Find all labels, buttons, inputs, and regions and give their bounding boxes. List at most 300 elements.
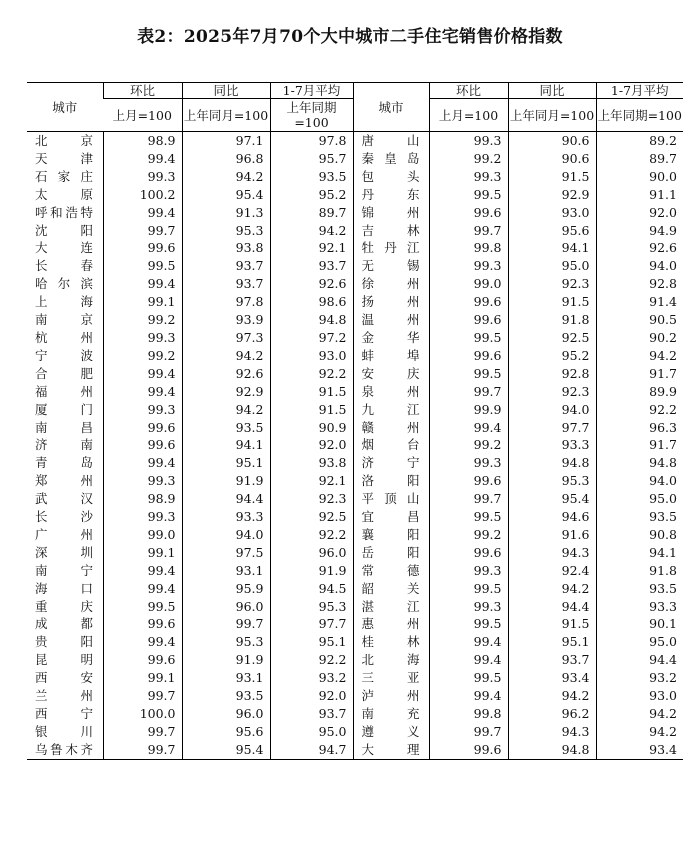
- city-name: 西安: [35, 670, 93, 686]
- price-index-table: [27, 82, 683, 760]
- right-avg-cell: 91.7: [596, 365, 683, 383]
- right-city-cell: [353, 651, 429, 669]
- right-city-cell: [353, 669, 429, 687]
- table-row: [27, 598, 683, 616]
- header-mom-base: 上月=100: [103, 99, 182, 132]
- right-mom-cell: 99.6: [429, 544, 508, 562]
- right-yoy-cell: 93.4: [508, 669, 596, 687]
- left-yoy-cell: 91.3: [182, 204, 270, 222]
- left-avg-cell: 94.8: [270, 311, 353, 329]
- table-row: [27, 687, 683, 705]
- table-row: [27, 508, 683, 526]
- right-mom-cell: 99.5: [429, 329, 508, 347]
- city-name: 遵义: [361, 723, 420, 739]
- right-avg-cell: 93.4: [596, 741, 683, 759]
- right-avg-cell: 91.7: [596, 436, 683, 454]
- table-row: [27, 239, 683, 257]
- right-yoy-cell: 94.2: [508, 580, 596, 598]
- city-name: 乌鲁木齐: [35, 741, 93, 757]
- left-city-cell: [27, 687, 103, 705]
- left-yoy-cell: 97.8: [182, 293, 270, 311]
- left-yoy-cell: 92.6: [182, 365, 270, 383]
- city-name: 扬州: [361, 294, 420, 310]
- right-avg-cell: 89.7: [596, 150, 683, 168]
- right-avg-cell: 93.5: [596, 508, 683, 526]
- city-name: 赣州: [361, 419, 420, 435]
- left-mom-cell: 99.3: [103, 472, 182, 490]
- right-avg-cell: 93.5: [596, 580, 683, 598]
- table-title: 表2：2025年7月70个大中城市二手住宅销售价格指数: [137, 27, 563, 47]
- right-city-cell: [353, 275, 429, 293]
- city-name: 三亚: [361, 670, 420, 686]
- city-name: 武汉: [35, 491, 93, 507]
- city-name: 大理: [361, 741, 420, 757]
- city-name: 重庆: [35, 598, 93, 614]
- right-avg-cell: 92.0: [596, 204, 683, 222]
- left-yoy-cell: 99.7: [182, 615, 270, 633]
- left-avg-cell: 92.5: [270, 508, 353, 526]
- left-city-cell: [27, 311, 103, 329]
- left-city-cell: [27, 275, 103, 293]
- left-avg-cell: 91.5: [270, 383, 353, 401]
- right-avg-cell: 95.0: [596, 490, 683, 508]
- right-mom-cell: 99.4: [429, 687, 508, 705]
- left-yoy-cell: 95.6: [182, 723, 270, 741]
- left-avg-cell: 93.7: [270, 257, 353, 275]
- city-name: 上海: [35, 294, 93, 310]
- left-mom-cell: 99.4: [103, 633, 182, 651]
- city-name: 泸州: [361, 688, 420, 704]
- right-mom-cell: 99.2: [429, 436, 508, 454]
- left-avg-cell: 93.0: [270, 347, 353, 365]
- city-name: 温州: [361, 312, 420, 328]
- right-city-cell: [353, 454, 429, 472]
- left-mom-cell: 99.6: [103, 419, 182, 437]
- header-avg-right: 1-7月平均: [596, 83, 683, 99]
- left-mom-cell: 99.4: [103, 275, 182, 293]
- city-name: 济宁: [361, 455, 420, 471]
- right-avg-cell: 89.9: [596, 383, 683, 401]
- left-mom-cell: 99.3: [103, 329, 182, 347]
- right-yoy-cell: 92.5: [508, 329, 596, 347]
- right-avg-cell: 94.0: [596, 257, 683, 275]
- city-name: 福州: [35, 383, 93, 399]
- right-mom-cell: 99.3: [429, 168, 508, 186]
- right-city-cell: [353, 562, 429, 580]
- city-name: 安庆: [361, 365, 420, 381]
- right-yoy-cell: 95.6: [508, 222, 596, 240]
- city-name: 锦州: [361, 204, 420, 220]
- left-yoy-cell: 96.0: [182, 598, 270, 616]
- city-name: 无锡: [361, 258, 420, 274]
- right-mom-cell: 99.6: [429, 347, 508, 365]
- left-city-cell: [27, 741, 103, 759]
- right-mom-cell: 99.0: [429, 275, 508, 293]
- left-mom-cell: 99.0: [103, 526, 182, 544]
- city-name: 南昌: [35, 419, 93, 435]
- city-name: 厦门: [35, 401, 93, 417]
- left-yoy-cell: 93.9: [182, 311, 270, 329]
- right-mom-cell: 99.6: [429, 293, 508, 311]
- left-mom-cell: 99.4: [103, 580, 182, 598]
- city-name: 南宁: [35, 562, 93, 578]
- right-city-cell: [353, 239, 429, 257]
- left-mom-cell: 99.4: [103, 454, 182, 472]
- right-yoy-cell: 92.4: [508, 562, 596, 580]
- left-mom-cell: 99.7: [103, 222, 182, 240]
- left-avg-cell: 91.9: [270, 562, 353, 580]
- right-yoy-cell: 91.5: [508, 168, 596, 186]
- right-city-cell: [353, 222, 429, 240]
- city-name: 哈尔滨: [35, 276, 93, 292]
- right-yoy-cell: 94.2: [508, 687, 596, 705]
- right-yoy-cell: 95.3: [508, 472, 596, 490]
- left-mom-cell: 99.7: [103, 723, 182, 741]
- city-name: 宁波: [35, 347, 93, 363]
- right-mom-cell: 99.5: [429, 186, 508, 204]
- right-city-cell: [353, 383, 429, 401]
- right-avg-cell: 90.8: [596, 526, 683, 544]
- city-name: 惠州: [361, 616, 420, 632]
- right-mom-cell: 99.4: [429, 633, 508, 651]
- right-city-cell: [353, 723, 429, 741]
- city-name: 金华: [361, 329, 420, 345]
- left-yoy-cell: 94.2: [182, 401, 270, 419]
- left-yoy-cell: 91.9: [182, 651, 270, 669]
- left-mom-cell: 100.0: [103, 705, 182, 723]
- table-row: [27, 257, 683, 275]
- city-name: 太原: [35, 186, 93, 202]
- left-avg-cell: 92.2: [270, 526, 353, 544]
- right-mom-cell: 99.7: [429, 723, 508, 741]
- left-city-cell: [27, 204, 103, 222]
- table-row: [27, 454, 683, 472]
- table-row: [27, 490, 683, 508]
- left-mom-cell: 99.3: [103, 401, 182, 419]
- left-mom-cell: 99.1: [103, 293, 182, 311]
- right-avg-cell: 92.6: [596, 239, 683, 257]
- left-yoy-cell: 93.7: [182, 275, 270, 293]
- header-avg-base-right: 上年同期=100: [596, 99, 683, 132]
- left-yoy-cell: 94.2: [182, 168, 270, 186]
- right-mom-cell: 99.2: [429, 150, 508, 168]
- right-yoy-cell: 95.1: [508, 633, 596, 651]
- city-name: 襄阳: [361, 526, 420, 542]
- left-avg-cell: 96.0: [270, 544, 353, 562]
- city-name: 南京: [35, 312, 93, 328]
- right-avg-cell: 92.2: [596, 401, 683, 419]
- left-mom-cell: 99.6: [103, 239, 182, 257]
- city-name: 成都: [35, 616, 93, 632]
- right-mom-cell: 99.4: [429, 419, 508, 437]
- right-mom-cell: 99.5: [429, 580, 508, 598]
- left-mom-cell: 99.2: [103, 311, 182, 329]
- right-avg-cell: 90.2: [596, 329, 683, 347]
- header-yoy-right: 同比: [508, 83, 596, 99]
- city-name: 九江: [361, 401, 420, 417]
- right-mom-cell: 99.7: [429, 490, 508, 508]
- right-yoy-cell: 95.4: [508, 490, 596, 508]
- right-avg-cell: 89.2: [596, 132, 683, 150]
- right-city-cell: [353, 436, 429, 454]
- right-yoy-cell: 90.6: [508, 132, 596, 150]
- left-mom-cell: 99.6: [103, 651, 182, 669]
- right-city-cell: [353, 633, 429, 651]
- right-avg-cell: 94.2: [596, 723, 683, 741]
- left-avg-cell: 92.1: [270, 472, 353, 490]
- right-yoy-cell: 93.3: [508, 436, 596, 454]
- right-yoy-cell: 94.8: [508, 741, 596, 759]
- left-avg-cell: 97.2: [270, 329, 353, 347]
- left-yoy-cell: 97.3: [182, 329, 270, 347]
- left-city-cell: [27, 705, 103, 723]
- left-mom-cell: 100.2: [103, 186, 182, 204]
- city-name: 海口: [35, 580, 93, 596]
- left-yoy-cell: 93.3: [182, 508, 270, 526]
- left-avg-cell: 93.7: [270, 705, 353, 723]
- right-yoy-cell: 94.1: [508, 239, 596, 257]
- left-avg-cell: 98.6: [270, 293, 353, 311]
- right-city-cell: [353, 132, 429, 150]
- city-name: 天津: [35, 150, 93, 166]
- left-mom-cell: 99.4: [103, 204, 182, 222]
- left-yoy-cell: 94.1: [182, 436, 270, 454]
- table-row: [27, 275, 683, 293]
- left-mom-cell: 99.1: [103, 669, 182, 687]
- right-city-cell: [353, 401, 429, 419]
- city-name: 银川: [35, 723, 93, 739]
- left-city-cell: [27, 580, 103, 598]
- right-avg-cell: 95.0: [596, 633, 683, 651]
- right-mom-cell: 99.3: [429, 454, 508, 472]
- table-row: [27, 580, 683, 598]
- right-yoy-cell: 93.7: [508, 651, 596, 669]
- table-row: [27, 723, 683, 741]
- left-mom-cell: 99.7: [103, 741, 182, 759]
- left-yoy-cell: 93.8: [182, 239, 270, 257]
- right-avg-cell: 92.8: [596, 275, 683, 293]
- left-avg-cell: 91.5: [270, 401, 353, 419]
- right-yoy-cell: 92.8: [508, 365, 596, 383]
- left-yoy-cell: 93.5: [182, 687, 270, 705]
- left-mom-cell: 99.7: [103, 687, 182, 705]
- table-row: [27, 633, 683, 651]
- left-avg-cell: 94.2: [270, 222, 353, 240]
- right-mom-cell: 99.7: [429, 222, 508, 240]
- left-mom-cell: 99.4: [103, 365, 182, 383]
- right-avg-cell: 94.8: [596, 454, 683, 472]
- city-name: 桂林: [361, 634, 420, 650]
- right-mom-cell: 99.5: [429, 508, 508, 526]
- city-name: 烟台: [361, 437, 420, 453]
- left-mom-cell: 99.6: [103, 615, 182, 633]
- right-avg-cell: 94.9: [596, 222, 683, 240]
- right-mom-cell: 99.3: [429, 598, 508, 616]
- city-name: 秦皇岛: [361, 150, 420, 166]
- city-name: 常德: [361, 562, 420, 578]
- left-city-cell: [27, 651, 103, 669]
- right-avg-cell: 96.3: [596, 419, 683, 437]
- left-yoy-cell: 95.3: [182, 633, 270, 651]
- right-yoy-cell: 96.2: [508, 705, 596, 723]
- left-mom-cell: 99.5: [103, 257, 182, 275]
- right-city-cell: [353, 580, 429, 598]
- right-city-cell: [353, 311, 429, 329]
- header-yoy: 同比: [182, 83, 270, 99]
- right-mom-cell: 99.4: [429, 651, 508, 669]
- left-mom-cell: 99.3: [103, 508, 182, 526]
- city-name: 兰州: [35, 688, 93, 704]
- city-name: 深圳: [35, 544, 93, 560]
- table-row: [27, 544, 683, 562]
- left-avg-cell: 97.7: [270, 615, 353, 633]
- city-name: 洛阳: [361, 473, 420, 489]
- left-city-cell: [27, 562, 103, 580]
- city-name: 广州: [35, 526, 93, 542]
- city-name: 徐州: [361, 276, 420, 292]
- header-city-right: 城市: [353, 83, 429, 132]
- left-city-cell: [27, 222, 103, 240]
- right-avg-cell: 94.4: [596, 651, 683, 669]
- left-city-cell: [27, 472, 103, 490]
- city-name: 大连: [35, 240, 93, 256]
- table-row: [27, 419, 683, 437]
- city-name: 韶关: [361, 580, 420, 596]
- left-avg-cell: 93.8: [270, 454, 353, 472]
- right-avg-cell: 94.2: [596, 347, 683, 365]
- right-yoy-cell: 91.5: [508, 615, 596, 633]
- header-city: 城市: [27, 83, 103, 132]
- table-header: [27, 83, 683, 132]
- right-avg-cell: 93.3: [596, 598, 683, 616]
- left-yoy-cell: 92.9: [182, 383, 270, 401]
- left-city-cell: [27, 669, 103, 687]
- header-avg: 1-7月平均: [270, 83, 353, 99]
- right-yoy-cell: 94.3: [508, 723, 596, 741]
- right-city-cell: [353, 150, 429, 168]
- table-row: [27, 365, 683, 383]
- right-yoy-cell: 93.0: [508, 204, 596, 222]
- right-avg-cell: 91.1: [596, 186, 683, 204]
- left-mom-cell: 99.4: [103, 562, 182, 580]
- right-yoy-cell: 94.4: [508, 598, 596, 616]
- right-avg-cell: 90.5: [596, 311, 683, 329]
- left-mom-cell: 99.6: [103, 436, 182, 454]
- left-yoy-cell: 91.9: [182, 472, 270, 490]
- left-yoy-cell: 94.0: [182, 526, 270, 544]
- city-name: 贵阳: [35, 634, 93, 650]
- left-city-cell: [27, 526, 103, 544]
- table-row: [27, 383, 683, 401]
- right-mom-cell: 99.5: [429, 365, 508, 383]
- table-row: [27, 705, 683, 723]
- left-city-cell: [27, 365, 103, 383]
- left-avg-cell: 95.7: [270, 150, 353, 168]
- left-city-cell: [27, 633, 103, 651]
- right-mom-cell: 99.3: [429, 562, 508, 580]
- table-row: [27, 329, 683, 347]
- right-city-cell: [353, 257, 429, 275]
- right-yoy-cell: 91.8: [508, 311, 596, 329]
- right-avg-cell: 93.0: [596, 687, 683, 705]
- left-city-cell: [27, 168, 103, 186]
- table-row: [27, 222, 683, 240]
- left-city-cell: [27, 598, 103, 616]
- left-city-cell: [27, 293, 103, 311]
- right-city-cell: [353, 544, 429, 562]
- city-name: 北京: [35, 133, 93, 148]
- city-name: 郑州: [35, 473, 93, 489]
- right-yoy-cell: 92.3: [508, 275, 596, 293]
- left-yoy-cell: 94.2: [182, 347, 270, 365]
- left-yoy-cell: 96.0: [182, 705, 270, 723]
- table-row: [27, 436, 683, 454]
- city-name: 蚌埠: [361, 347, 420, 363]
- table-row: [27, 204, 683, 222]
- right-mom-cell: 99.6: [429, 204, 508, 222]
- left-yoy-cell: 93.7: [182, 257, 270, 275]
- left-mom-cell: 98.9: [103, 132, 182, 150]
- right-city-cell: [353, 204, 429, 222]
- right-city-cell: [353, 293, 429, 311]
- left-city-cell: [27, 186, 103, 204]
- left-city-cell: [27, 436, 103, 454]
- right-city-cell: [353, 508, 429, 526]
- left-yoy-cell: 93.1: [182, 562, 270, 580]
- left-yoy-cell: 97.1: [182, 132, 270, 150]
- table-row: [27, 347, 683, 365]
- city-name: 石家庄: [35, 168, 93, 184]
- right-mom-cell: 99.8: [429, 705, 508, 723]
- right-city-cell: [353, 168, 429, 186]
- left-yoy-cell: 95.1: [182, 454, 270, 472]
- left-avg-cell: 95.0: [270, 723, 353, 741]
- city-name: 长春: [35, 258, 93, 274]
- table-row: [27, 168, 683, 186]
- table-row: [27, 615, 683, 633]
- right-city-cell: [353, 419, 429, 437]
- left-mom-cell: 99.5: [103, 598, 182, 616]
- left-mom-cell: 99.3: [103, 168, 182, 186]
- city-name: 湛江: [361, 598, 420, 614]
- city-name: 长沙: [35, 509, 93, 525]
- left-city-cell: [27, 347, 103, 365]
- left-avg-cell: 92.2: [270, 651, 353, 669]
- right-mom-cell: 99.5: [429, 615, 508, 633]
- left-city-cell: [27, 257, 103, 275]
- right-city-cell: [353, 615, 429, 633]
- right-city-cell: [353, 598, 429, 616]
- right-yoy-cell: 94.6: [508, 508, 596, 526]
- left-city-cell: [27, 150, 103, 168]
- right-yoy-cell: 95.0: [508, 257, 596, 275]
- city-name: 平顶山: [361, 491, 420, 507]
- right-city-cell: [353, 472, 429, 490]
- city-name: 杭州: [35, 329, 93, 345]
- left-yoy-cell: 95.4: [182, 741, 270, 759]
- left-yoy-cell: 95.3: [182, 222, 270, 240]
- right-avg-cell: 94.0: [596, 472, 683, 490]
- header-yoy-base-right: 上年同月=100: [508, 99, 596, 132]
- city-name: 岳阳: [361, 544, 420, 560]
- left-city-cell: [27, 490, 103, 508]
- table-row: [27, 132, 683, 150]
- right-avg-cell: 94.2: [596, 705, 683, 723]
- left-avg-cell: 92.0: [270, 436, 353, 454]
- table-row: [27, 150, 683, 168]
- right-mom-cell: 99.5: [429, 669, 508, 687]
- table-row: [27, 293, 683, 311]
